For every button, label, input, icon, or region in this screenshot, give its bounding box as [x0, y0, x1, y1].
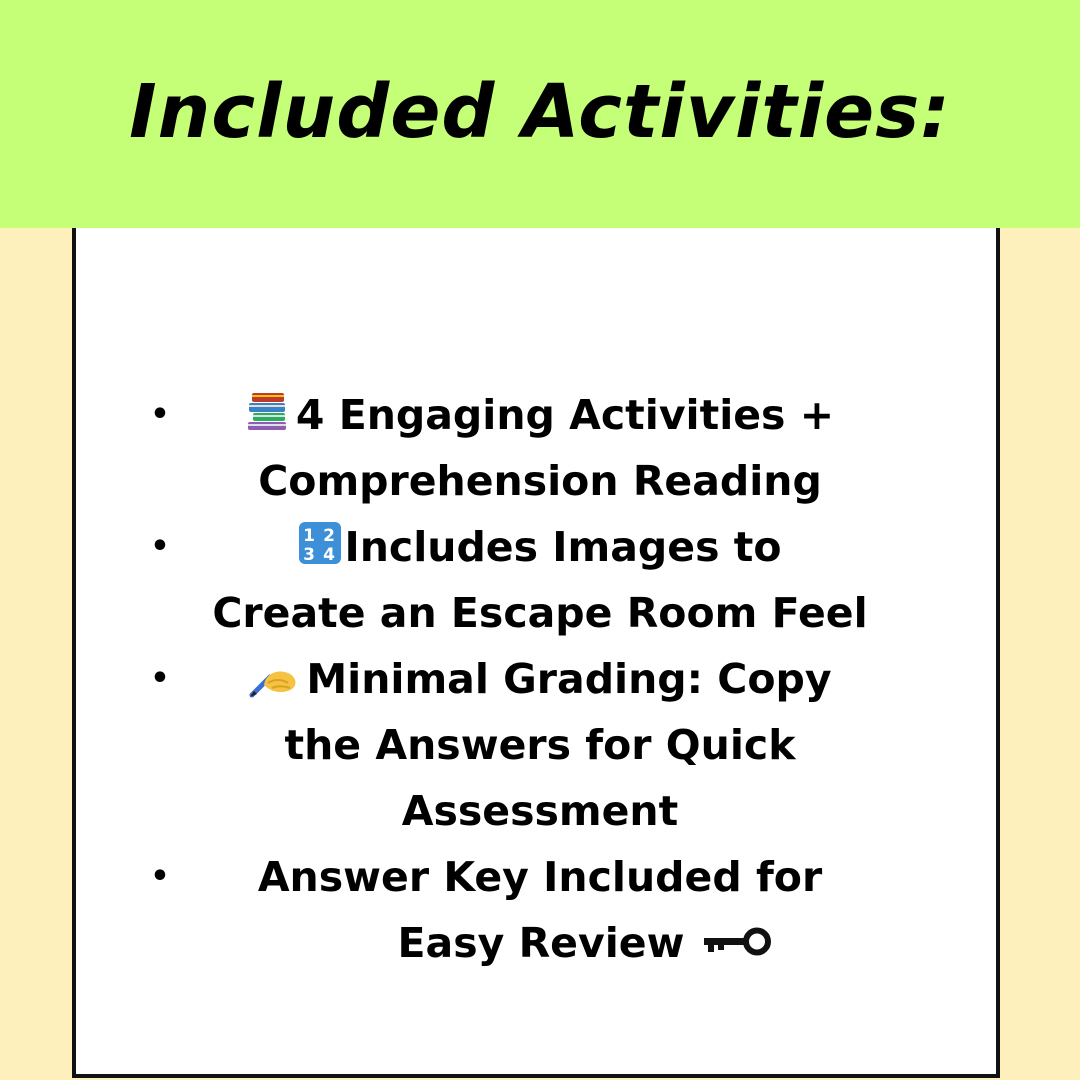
list-item-line: Assessment	[401, 787, 679, 835]
key-icon	[702, 927, 772, 957]
list-item-line: Answer Key Included for	[257, 853, 823, 901]
item-text: Easy Review	[397, 919, 685, 967]
writing-hand-icon	[248, 655, 300, 699]
numbers-icon	[298, 521, 342, 565]
bullet: •	[150, 397, 170, 432]
list-item-line	[190, 646, 890, 712]
list-item	[0, 514, 1080, 646]
bullet: •	[150, 529, 170, 564]
svg-text:4: 4	[323, 545, 336, 565]
list-item	[0, 844, 1080, 976]
header-banner	[0, 0, 1080, 228]
list-item-line	[190, 382, 890, 448]
page-title: Included Activities:	[129, 69, 951, 155]
bullet: •	[150, 661, 170, 696]
item-text: Includes Images to	[344, 523, 782, 571]
list-item-line	[190, 910, 890, 976]
svg-text:3: 3	[303, 545, 316, 565]
bullet: •	[150, 859, 170, 894]
list-item-line: the Answers for Quick	[284, 721, 796, 769]
svg-text:2: 2	[323, 526, 336, 546]
list-item-line: Create an Escape Room Feel	[212, 589, 868, 637]
item-text: Minimal Grading: Copy	[306, 655, 832, 703]
list-item	[0, 382, 1080, 514]
books-icon	[246, 391, 290, 431]
list-item-line	[190, 514, 890, 580]
svg-text:1: 1	[303, 526, 316, 546]
list-item	[0, 646, 1080, 844]
item-text: 4 Engaging Activities +	[295, 391, 835, 439]
list-item-line: Comprehension Reading	[258, 457, 822, 505]
activity-list	[0, 382, 1080, 976]
